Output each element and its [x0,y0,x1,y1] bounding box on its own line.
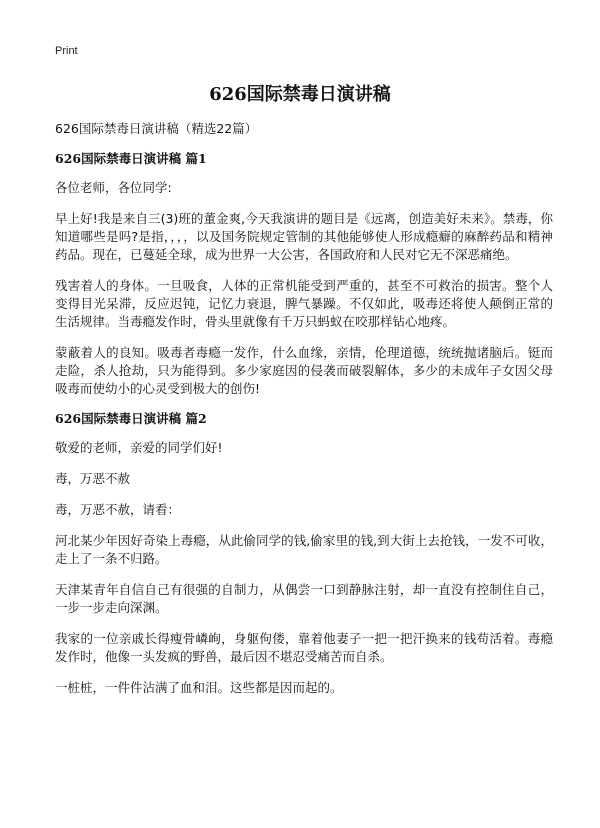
document-subtitle: 626国际禁毒日演讲稿（精选22篇） [55,121,258,136]
paragraph: 早上好!我是来自三(3)班的董金爽,今天我演讲的题目是《远离，创造美好未来》。禁毒，你知道哪些是吗?是指，，，，以及国务院规定管制的其他能够使人形成瘾癖的麻醉药品和精神药品。现在，已蔓延全球，成为世界一大公害，各国政府和人民对它无不深恶痛绝。 [55,211,553,262]
section-heading: 626国际禁毒日演讲稿 篇1 [55,151,207,166]
paragraph: 毒，万恶不赦 [55,471,131,486]
document-title: 626国际禁毒日演讲稿 [209,84,391,105]
paragraph: 毒，万恶不赦，请看： [55,502,181,517]
paragraph: 敬爱的老师，亲爱的同学们好! [55,440,223,455]
paragraph: 蒙蔽着人的良知。吸毒者毒瘾一发作，什么血缘，亲情，伦理道德，统统抛诸脑后。铤而走险，杀人抢劫，只为能得到。多少家庭因的侵袭而破裂解体，多少的未成年子女因父母吸毒而使幼小的心灵受到极大的创伤! [55,345,553,396]
section-2 [55,411,553,697]
section-heading: 626国际禁毒日演讲稿 篇2 [55,411,207,426]
document-body [55,121,553,710]
section-1 [55,151,553,398]
paragraph: 一桩桩，一件件沾满了血和泪。这些都是因而起的。 [55,680,343,695]
print-link[interactable]: Print [55,45,78,57]
paragraph: 我家的一位亲戚长得瘦骨嶙峋，身躯佝偻，靠着他妻子一把一把汗换来的钱苟活着。毒瘾发作时，他像一头发疯的野兽，最后因不堪忍受痛苦而自杀。 [55,631,553,664]
paragraph: 各位老师，各位同学: [55,180,172,195]
paragraph: 天津某青年自信自己有很强的自制力，从偶尝一口到静脉注射，却一直没有控制住自己，一步一步走向深渊。 [55,582,553,615]
paragraph: 残害着人的身体。一旦吸食，人体的正常机能受到严重的，甚至不可救治的损害。整个人变得目光呆滞，反应迟钝，记忆力衰退，脾气暴躁。不仅如此，吸毒还将使人颠倒正常的生活规律。当毒瘾发作时，骨头里就像有千万只蚂蚁在咬那样钻心地疼。 [55,278,553,329]
paragraph: 河北某少年因好奇染上毒瘾，从此偷同学的钱,偷家里的钱,到大街上去抢钱，一发不可收，走上了一条不归路。 [55,533,553,566]
